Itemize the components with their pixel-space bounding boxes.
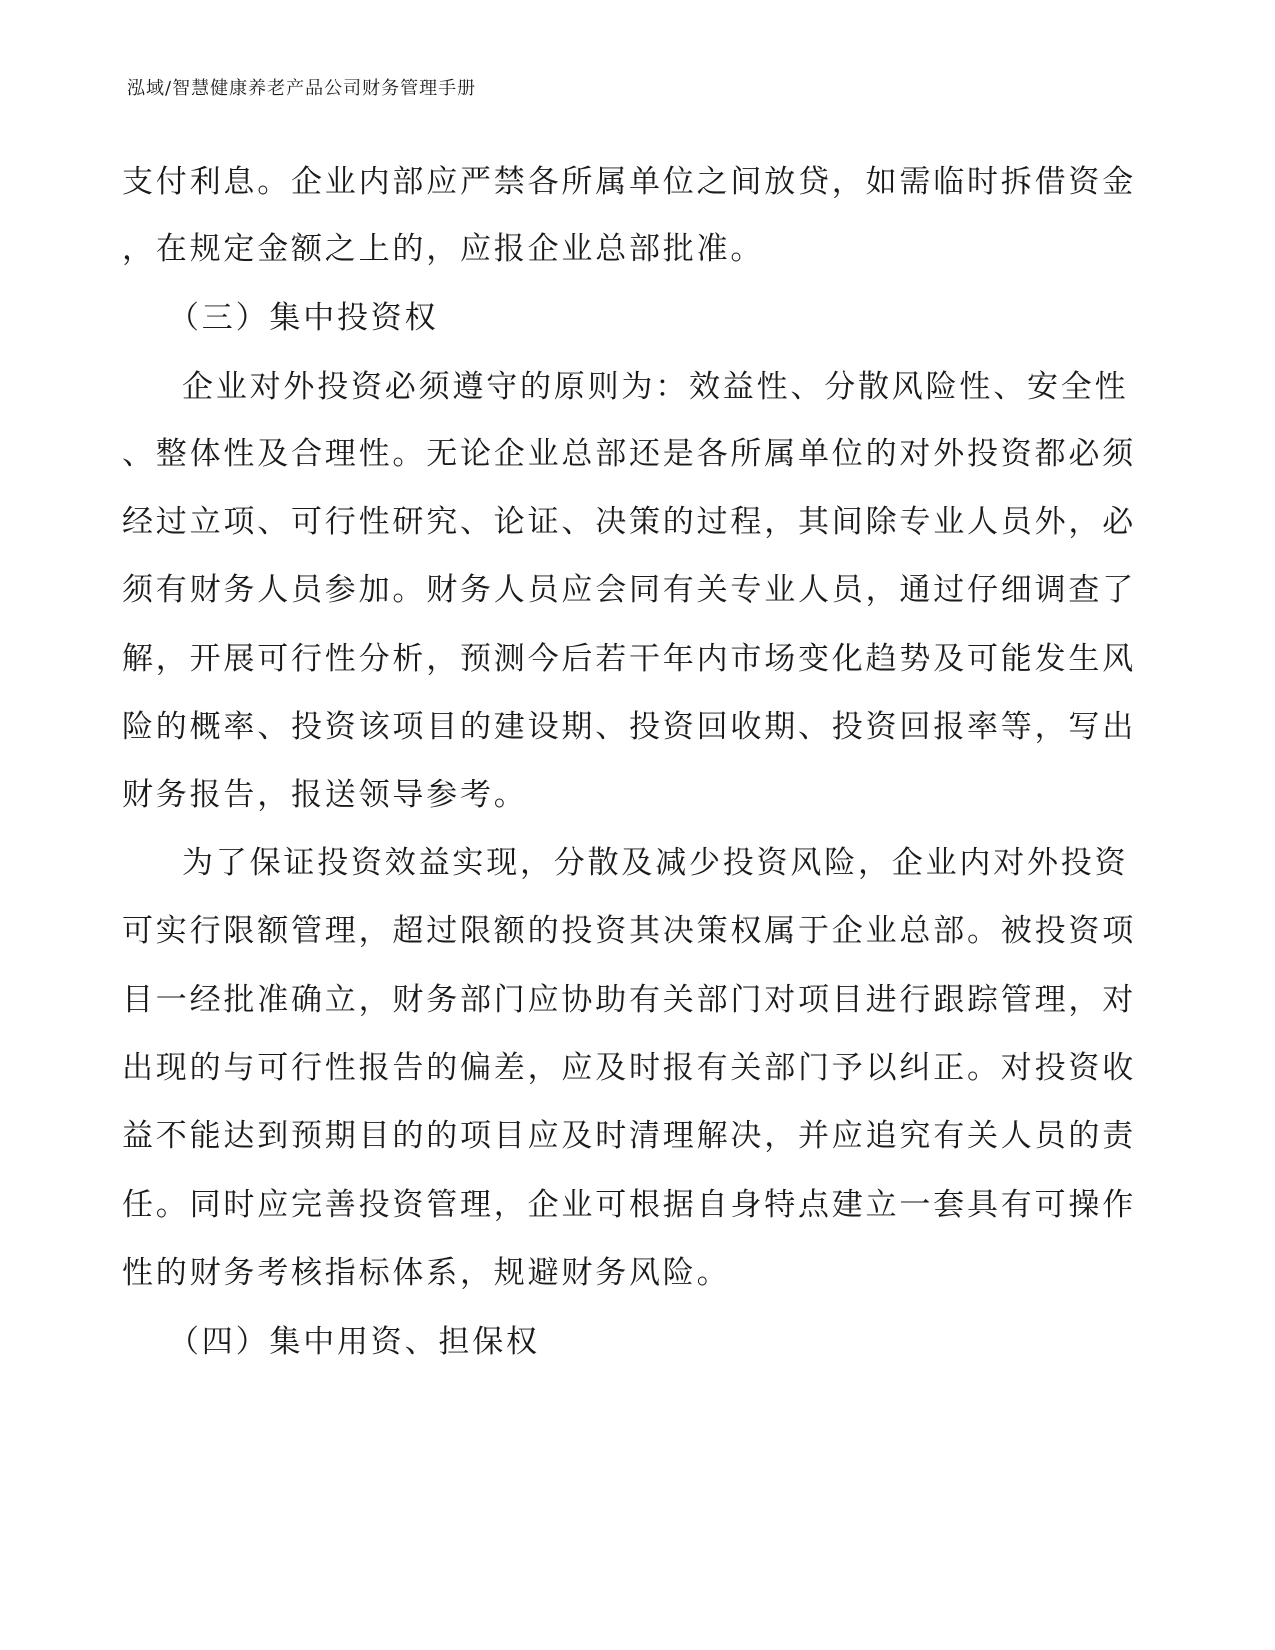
body-line: 任。同时应完善投资管理，企业可根据自身特点建立一套具有可操作 [122, 1187, 1136, 1223]
body-line: 目一经批准确立，财务部门应协助有关部门对项目进行跟踪管理，对 [122, 982, 1136, 1018]
body-line: 须有财务人员参加。财务人员应会同有关专业人员，通过仔细调查了 [122, 572, 1136, 608]
section-heading-3: （三）集中投资权 [168, 300, 439, 336]
body-line: 出现的与可行性报告的偏差，应及时报有关部门予以纠正。对投资收 [122, 1050, 1136, 1086]
body-line: 为了保证投资效益实现，分散及减少投资风险，企业内对外投资 [182, 845, 1129, 881]
running-header: 泓域/智慧健康养老产品公司财务管理手册 [127, 78, 477, 99]
body-line: 财务报告，报送领导参考。 [122, 777, 528, 813]
body-line: 经过立项、可行性研究、论证、决策的过程，其间除专业人员外，必 [122, 504, 1136, 540]
body-line: 企业对外投资必须遵守的原则为：效益性、分散风险性、安全性 [182, 369, 1129, 405]
section-heading-4: （四）集中用资、担保权 [168, 1324, 540, 1360]
body-line: 、整体性及合理性。无论企业总部还是各所属单位的对外投资都必须 [122, 436, 1136, 472]
body-line: 支付利息。企业内部应严禁各所属单位之间放贷，如需临时拆借资金 [122, 164, 1136, 200]
body-line: 解，开展可行性分析，预测今后若干年内市场变化趋势及可能发生风 [122, 641, 1136, 677]
header-divider [127, 112, 1127, 113]
body-line: 性的财务考核指标体系，规避财务风险。 [122, 1255, 731, 1291]
body-line: 可实行限额管理，超过限额的投资其决策权属于企业总部。被投资项 [122, 913, 1136, 949]
body-line: ，在规定金额之上的，应报企业总部批准。 [122, 231, 765, 267]
body-line: 益不能达到预期目的的项目应及时清理解决，并应追究有关人员的责 [122, 1118, 1136, 1154]
body-line: 险的概率、投资该项目的建设期、投资回收期、投资回报率等，写出 [122, 709, 1136, 745]
